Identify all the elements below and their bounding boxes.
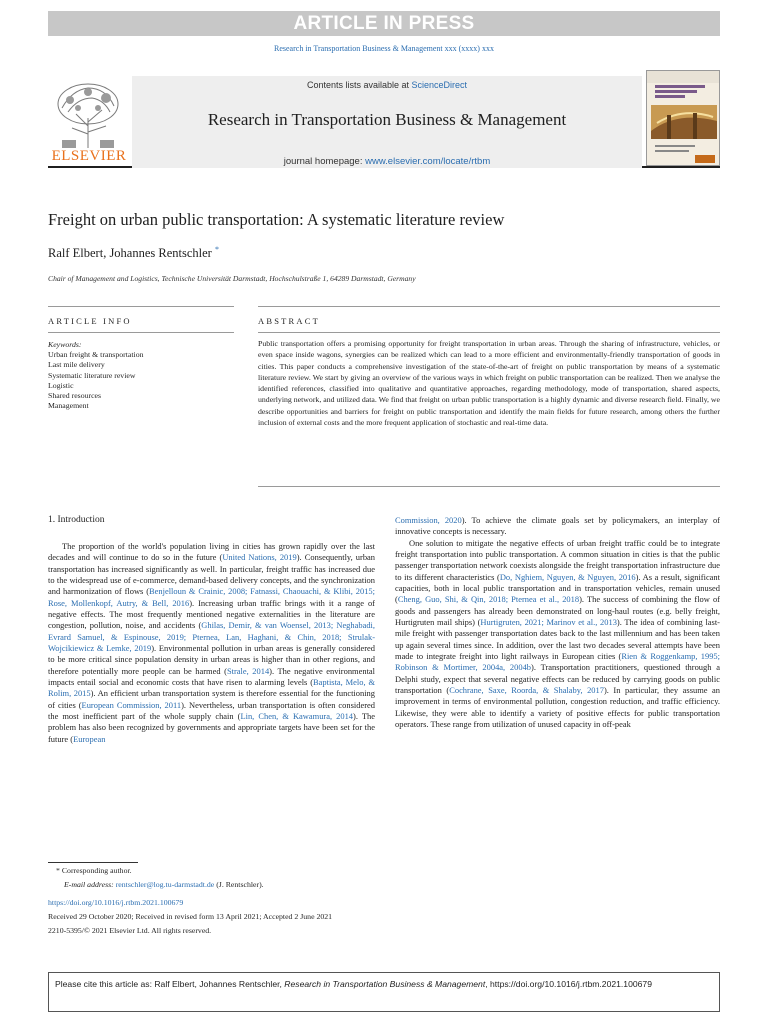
- email-label: E-mail address:: [64, 880, 114, 889]
- body-text: ). Consequently, urban transportation has increased significantly as well. In particular, freight traffic has increased due to the widespread use of e-commerce, demand-based delivery concepts, and the synchronization and harmonization of flows (: [48, 552, 375, 597]
- email-suffix: (J. Rentschler).: [216, 880, 264, 889]
- citation-link[interactable]: Commission, 2020: [395, 515, 462, 525]
- citation-link[interactable]: Rien & Roggenkamp, 1995; Robinson & Mortimer, 2004a, 2004b: [395, 650, 720, 673]
- sciencedirect-link[interactable]: ScienceDirect: [411, 80, 468, 90]
- journal-reference-link[interactable]: Research in Transportation Business & Management xxx (xxxx) xxx: [274, 44, 494, 53]
- affiliation: Chair of Management and Logistics, Technische Universität Darmstadt, Hochschulstraße 1, 64289 Darmstadt, Germany: [48, 274, 416, 283]
- copyright-line: 2210-5395/© 2021 Elsevier Ltd. All rights reserved.: [48, 926, 212, 935]
- homepage-line: [132, 156, 642, 167]
- article-info-rule: [48, 306, 234, 307]
- journal-title-panel: [132, 76, 642, 168]
- abstract-text: Public transportation offers a promising opportunity for freight transportation in urban areas. Through the sharing of infrastructure, vehicles, or even space inside wagons, synergies can be realized which can lead to a more efficient and environmentally-friendly transportation of goods in cities. This paper conducts a comprehensive investigation of the state-of-the-art of freight on public transportation by means of a systematic literature review. We start by giving an overview of the various ways in which freight on public transportation can be realized. Then we analyse the identified references, classified into qualitative and quantitative approaches, regarding methodology, mode of transportation, shared aspects, underlying network, and utilized data. We find that freight on urban public transportation is a highly dynamic and diverse research field. Finally, we describe opportunities and barriers for freight on public transportation and identify the main fields for future research, among others the further inclusion of external costs and the more frequent application of stochastic and real-time data.: [258, 339, 720, 428]
- authors: [48, 245, 219, 261]
- body-text: ). In particular, they assume an improvement in terms of environmental pollution, congestion reduction, and traffic efficiency. Likewise, they were able to identify a variety of positive effects for public transportation operators. These range from utilization of unused capacity in off-peak: [395, 684, 720, 729]
- journal-header: [48, 70, 720, 168]
- journal-title: Research in Transportation Business & Management: [207, 110, 567, 129]
- citation-link[interactable]: European Commission, 2011: [81, 699, 182, 710]
- abstract-heading: ABSTRACT: [258, 316, 320, 326]
- corresponding-author-mark[interactable]: *: [214, 245, 219, 254]
- citation-link[interactable]: Baptista, Melo, & Rolim, 2015: [48, 676, 376, 699]
- body-text: ). The negative environmental impacts entail social and economic costs that have risen to alarming levels (: [48, 665, 375, 687]
- body-text: ). Increasing urban traffic brings with it a range of negative effects. The most frequently mentioned negative externalities in the literature are congestion, pollution, noise, and accidents (: [48, 597, 375, 631]
- homepage-prefix: journal homepage:: [283, 156, 366, 167]
- citation-text: Please cite this article as: Ralf Elbert, Johannes Rentschler, Research in Transportation Business & Management, https://doi.org/10.1016/j.rtbm.2021.100679: [55, 979, 652, 989]
- section-heading-introduction: 1. Introduction: [48, 515, 105, 525]
- elsevier-wordmark: ELSEVIER: [51, 148, 127, 164]
- article-info-rule-lower: [48, 332, 234, 333]
- email-note: [64, 880, 264, 889]
- contents-line: [132, 80, 642, 90]
- citation-link[interactable]: Cochrane, Saxe, Roorda, & Shalaby, 2017: [449, 684, 604, 695]
- article-in-press-banner: ARTICLE IN PRESS: [48, 11, 720, 36]
- contents-prefix: Contents lists available at: [306, 80, 412, 90]
- citation-link[interactable]: Strale, 2014: [226, 665, 270, 676]
- body-text: ). Transportation practitioners, questioned through a Delphi study, expect that several negative effects can be reduced by carrying goods on public transportation (: [395, 662, 720, 695]
- keywords-list: [48, 340, 228, 411]
- article-info-heading: ARTICLE INFO: [48, 316, 132, 326]
- abstract-bottom-rule: [258, 486, 720, 487]
- keyword-item: Shared resources: [48, 391, 102, 401]
- abstract-rule: [258, 306, 720, 307]
- footnote-rule: [48, 862, 138, 863]
- body-text: One solution to mitigate the negative effects of urban freight traffic could be to integrate freight transportation into public transportation. A common situation in cities is that the public passenger transportation network coexists alongside the freight transportation infrastructure due to its different characteristics (: [395, 537, 720, 582]
- doi-text[interactable]: https://doi.org/10.1016/j.rtbm.2021.100679: [48, 898, 184, 907]
- doi-link[interactable]: [48, 898, 183, 907]
- citation-link[interactable]: Do, Nghiem, Nguyen, & Nguyen, 2016: [499, 571, 636, 582]
- article-title: Freight on urban public transportation: A systematic literature review: [48, 210, 505, 229]
- body-text: ). The success of combining the flow of goods and passengers has already been demonstrated on long-haul routes (e.g. belly freight, Hurtigruten mail ships) (: [395, 594, 720, 627]
- journal-cover-image: [646, 70, 720, 166]
- corresponding-mark: *: [56, 866, 60, 875]
- citation-link[interactable]: Ghilas, Demir, & van Woensel, 2013; Neghabadi, Evrard Samuel, & Espinouse, 2019; Pternea, Lan, Haghani, & Chin, 2018; Strulak-Wojcikiewicz & Lemke, 2019: [48, 620, 376, 653]
- keywords-label: Keywords:: [48, 340, 82, 349]
- intro-left-column: [48, 541, 375, 745]
- citation-link[interactable]: Benjelloun & Crainic, 2008; Fatnassi, Chaouachi, & Klibi, 2015; Rose, Mollenkopf, Autry, & Bell, 2016: [48, 586, 375, 608]
- corresponding-text: Corresponding author.: [61, 866, 132, 875]
- body-text: ). An efficient urban transportation system is therefore essential for the functioning of cities (: [48, 688, 375, 710]
- citation-link[interactable]: Lin, Chen, & Kawamura, 2014: [240, 710, 354, 721]
- body-text: The proportion of the world's population living in cities has grown rapidly over the last decades and will continue to do so in the future (: [48, 541, 375, 563]
- citation-box: [48, 972, 720, 1012]
- keyword-item: Urban freight & transportation: [48, 350, 144, 360]
- body-text: ). The problem has also been recognized by governments and appropriate targets have been set for the future (: [48, 710, 375, 744]
- body-text: ). As a result, significant capacities, both in local public transportation and in transportation vehicles, remain unused (: [395, 571, 720, 605]
- keyword-item: Last mile delivery: [48, 360, 105, 370]
- body-text: ). The idea of combining last-mile freight with passenger transportation dates back to the last millennium and has been taken up again several times since. In addition, over the last two decades several attempts have been made to integrate freight into light railways in European cities (: [395, 616, 720, 661]
- intro-right-column: [395, 515, 720, 730]
- abstract-rule-lower: [258, 332, 720, 333]
- body-text: ). Environmental pollution in urban areas is generally considered to be more critical since population density in urban areas is higher than in other regions, and therefore potentially more people can be harmed (: [48, 642, 375, 676]
- citation-link[interactable]: Cheng, Guo, Shi, & Qin, 2018; Pternea et al., 2018: [397, 594, 580, 605]
- homepage-link[interactable]: www.elsevier.com/locate/rtbm: [365, 156, 491, 167]
- citation-journal-name: Research in Transportation Business & Management: [284, 979, 486, 989]
- body-text: ). To achieve the climate goals set by policymakers, an interplay of innovative concepts is necessary.: [395, 515, 720, 537]
- corresponding-note: [56, 866, 132, 875]
- keyword-item: Logistic: [48, 380, 74, 390]
- keyword-item: Systematic literature review: [48, 370, 136, 380]
- citation-link[interactable]: United Nations, 2019: [222, 552, 297, 563]
- keyword-item: Management: [48, 401, 89, 411]
- citation-link[interactable]: European: [73, 733, 106, 744]
- citation-link[interactable]: Hurtigruten, 2021; Marinov et al., 2013: [480, 616, 617, 627]
- author-names: Ralf Elbert, Johannes Rentschler: [48, 246, 212, 261]
- email-link[interactable]: rentschler@log.tu-darmstadt.de: [115, 880, 215, 889]
- body-text: ). Nevertheless, urban transportation is often considered the most inefficient part of the whole supply chain (: [48, 699, 375, 721]
- received-dates: Received 29 October 2020; Received in revised form 13 April 2021; Accepted 2 June 2021: [48, 912, 333, 921]
